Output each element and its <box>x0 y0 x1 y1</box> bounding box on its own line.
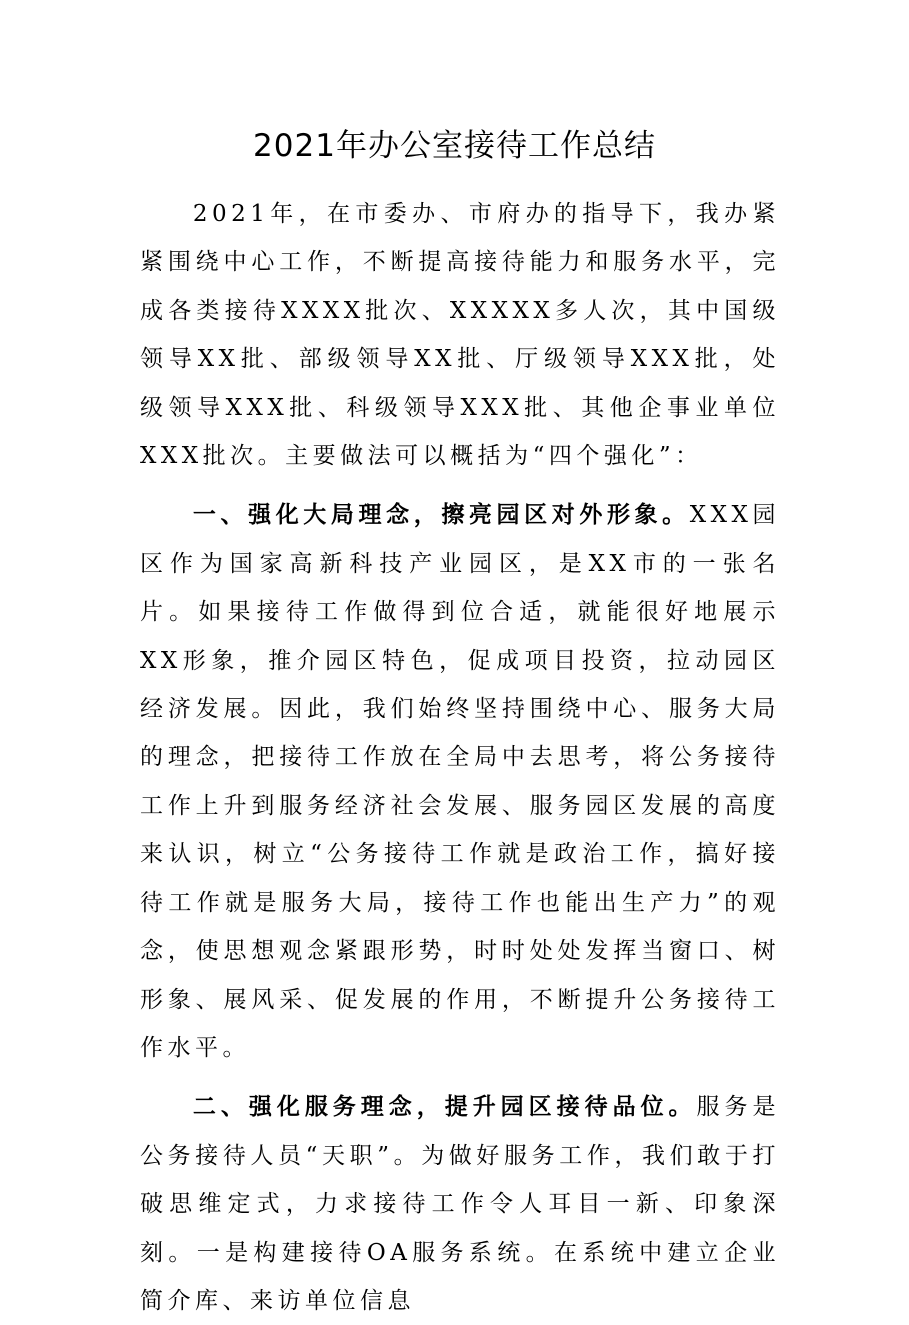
section-heading: 二、强化服务理念，提升园区接待品位。 <box>192 1093 697 1121</box>
document-title: 2021年办公室接待工作总结 <box>253 128 656 164</box>
paragraph-text: 服务是公务接待人员“天职”。为做好服务工作，我们敢于打破思维定式，力求接待工作令人耳目一新、印象深刻。一是构建接待OA服务系统。在系统中建立企业简介库、来访单位信息 <box>140 1094 781 1314</box>
paragraph-text: XXX园区作为国家高新科技产业园区，是XX市的一张名片。如果接待工作做得到位合适，就能很好地展示XX形象，推介园区特色，促成项目投资，拉动园区经济发展。因此，我们始终坚持围绕中心、服务大局的理念，把接待工作放在全局中去思考，将公务接待工作上升到服务经济社会发展、服务园区发展的高度来认识，树立“公务接待工作就是政治工作，搞好接待工作就是服务大局，接待工作也能出生产力”的观念，使思想观念紧跟形势，时时处处发挥当窗口、树形象、展风采、促发展的作用，不断提升公务接待工作水平。 <box>140 502 781 1061</box>
paragraph-section-1 <box>140 491 780 1072</box>
paragraph-intro <box>140 190 780 480</box>
paragraph-section-2 <box>140 1083 780 1325</box>
document-body <box>140 190 780 1325</box>
paragraph-text: 2021年，在市委办、市府办的指导下，我办紧紧围绕中心工作，不断提高接待能力和服务水平，完成各类接待XXXX批次、XXXXX多人次，其中国级领导XX批、部级领导XX批、厅级领导XXX批，处级领导XXX批、科级领导XXX批、其他企事业单位XXX批次。主要做法可以概括为“四个强化”： <box>140 201 780 470</box>
section-heading: 一、强化大局理念，擦亮园区对外形象。 <box>192 501 690 529</box>
